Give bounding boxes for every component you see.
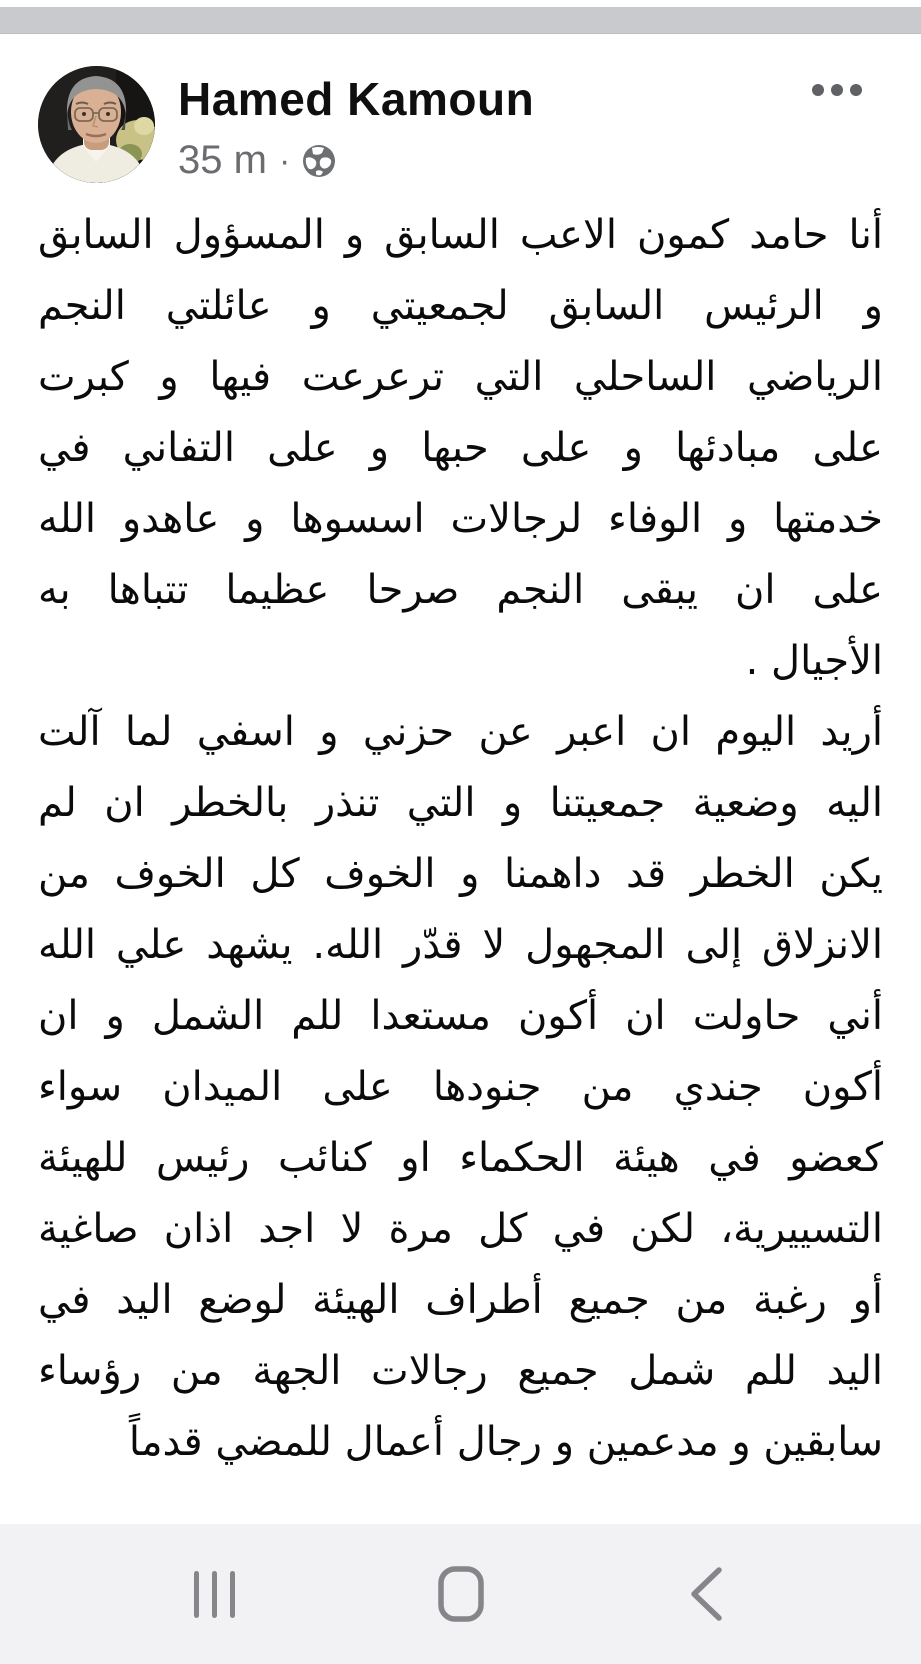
- status-bar: [0, 7, 921, 35]
- post-text-line: أنا حامد كمون الاعب السابق و المسؤول السابق: [38, 212, 883, 258]
- post-header: [0, 34, 921, 200]
- post-text-line: كعضو في هيئة الحكماء او كنائب رئيس للهيئة: [38, 1135, 883, 1181]
- more-options-icon[interactable]: [806, 78, 868, 102]
- post-text-line: سابقين و مدعمين و رجال أعمال للمضي قدماً: [128, 1419, 883, 1465]
- post-text-line: أريد اليوم ان اعبر عن حزني و اسفي لما آلت: [38, 709, 883, 755]
- timestamp: 35 m: [178, 138, 267, 182]
- post-text-line: أو رغبة من جميع أطراف الهيئة لوضع اليد في: [38, 1277, 883, 1323]
- post-text-line: اليد للم شمل جميع رجالات الجهة من رؤساء: [38, 1348, 883, 1394]
- post-text-line: يكن الخطر قد داهمنا و الخوف كل الخوف من: [38, 851, 883, 897]
- home-icon[interactable]: [421, 1554, 501, 1634]
- avatar-portrait: [38, 66, 155, 183]
- author-name[interactable]: Hamed Kamoun: [178, 73, 535, 125]
- post-text-line: و الرئيس السابق لجمعيتي و عائلتي النجم: [38, 283, 883, 329]
- recents-icon[interactable]: [175, 1554, 255, 1634]
- post-meta: [178, 138, 336, 183]
- post-text-line: الرياضي الساحلي التي ترعرعت فيها و كبرت: [38, 354, 883, 400]
- post-text: [38, 200, 883, 1478]
- navigation-bar: [0, 1524, 921, 1664]
- post-text-line: اليه وضعية جمعيتنا و التي تنذر بالخطر ان لم: [38, 780, 883, 826]
- post-text-line: خدمتها و الوفاء لرجالات اسسوها و عاهدو الله: [38, 496, 883, 542]
- post-text-line: التسييرية، لكن في كل مرة لا اجد اذان صاغية: [38, 1206, 883, 1252]
- globe-public-icon: [302, 144, 336, 178]
- post-text-line: على مبادئها و على حبها و على التفاني في: [38, 425, 883, 471]
- post-text-line: أني حاولت ان أكون مستعدا للم الشمل و ان: [38, 993, 883, 1039]
- post-text-line: أكون جندي من جنودها على الميدان سواء: [38, 1064, 883, 1110]
- avatar[interactable]: [38, 66, 155, 183]
- post-text-line: الانزلاق إلى المجهول لا قدّر الله. يشهد علي الله: [38, 922, 883, 968]
- post-text-line: الأجيال .: [745, 638, 883, 684]
- post-text-line: على ان يبقى النجم صرحا عظيما تتباها به: [38, 567, 883, 613]
- back-icon[interactable]: [666, 1554, 746, 1634]
- meta-separator: ·: [278, 141, 291, 180]
